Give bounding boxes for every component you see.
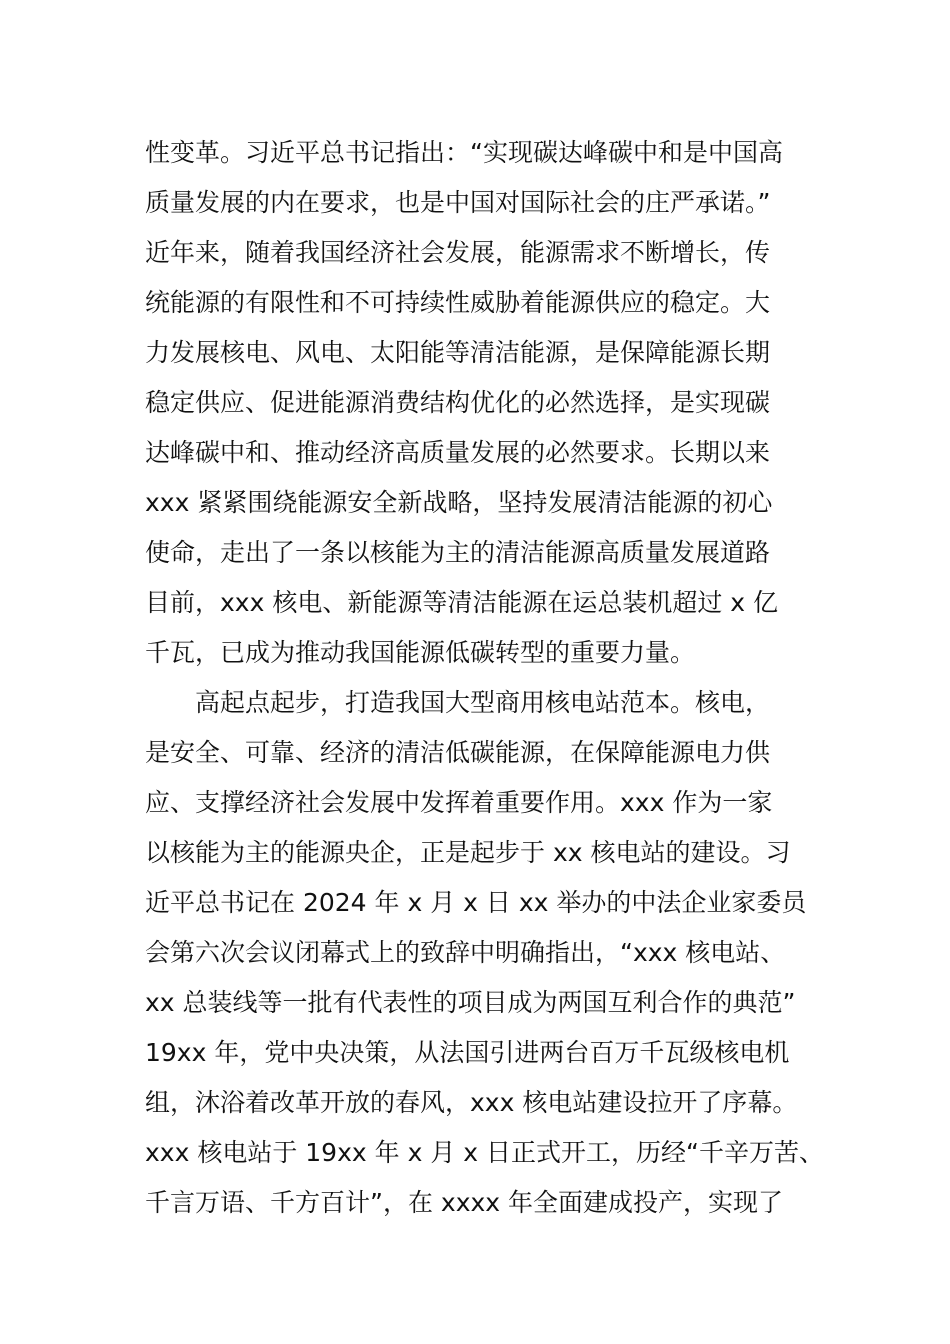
text-line: xxx 核电站于 19xx 年 x 月 x 日正式开工，历经“千辛万苦、: [145, 1138, 824, 1167]
text-line: 组，沐浴着改革开放的春风，xxx 核电站建设拉开了序幕。: [145, 1088, 798, 1117]
text-line: 以核能为主的能源央企，正是起步于 xx 核电站的建设。习: [145, 838, 791, 867]
paragraph-start-line: 高起点起步，打造我国大型商用核电站范本。核电，: [195, 688, 771, 717]
text-line: 统能源的有限性和不可持续性威胁着能源供应的稳定。大: [145, 288, 771, 317]
text-line: 千言万语、千方百计”，在 xxxx 年全面建成投产，实现了: [145, 1188, 784, 1217]
text-line: 力发展核电、风电、太阳能等清洁能源，是保障能源长期: [145, 338, 771, 367]
text-line: 近年来，随着我国经济社会发展，能源需求不断增长，传: [145, 238, 771, 267]
text-line: 19xx 年，党中央决策，从法国引进两台百万千瓦级核电机: [145, 1038, 790, 1067]
text-line: 目前，xxx 核电、新能源等清洁能源在运总装机超过 x 亿: [145, 588, 779, 617]
text-line: xxx 紧紧围绕能源安全新战略，坚持发展清洁能源的初心: [145, 488, 773, 517]
text-line: 稳定供应、促进能源消费结构优化的必然选择，是实现碳: [145, 388, 771, 417]
text-line: 使命，走出了一条以核能为主的清洁能源高质量发展道路: [145, 538, 771, 567]
text-line: 达峰碳中和、推动经济高质量发展的必然要求。长期以来: [145, 438, 771, 467]
text-line: 千瓦，已成为推动我国能源低碳转型的重要力量。: [145, 638, 696, 667]
text-line: 是安全、可靠、经济的清洁低碳能源，在保障能源电力供: [145, 738, 771, 767]
text-line: 性变革。习近平总书记指出：“实现碳达峰碳中和是中国高: [145, 138, 783, 167]
text-line: 近平总书记在 2024 年 x 月 x 日 xx 举办的中法企业家委员: [145, 888, 807, 917]
text-line: 质量发展的内在要求，也是中国对国际社会的庄严承诺。”: [145, 188, 771, 217]
text-line: 应、支撑经济社会发展中发挥着重要作用。xxx 作为一家: [145, 788, 773, 817]
text-line: xx 总装线等一批有代表性的项目成为两国互利合作的典范”: [145, 988, 796, 1017]
text-line: 会第六次会议闭幕式上的致辞中明确指出，“xxx 核电站、: [145, 938, 786, 967]
